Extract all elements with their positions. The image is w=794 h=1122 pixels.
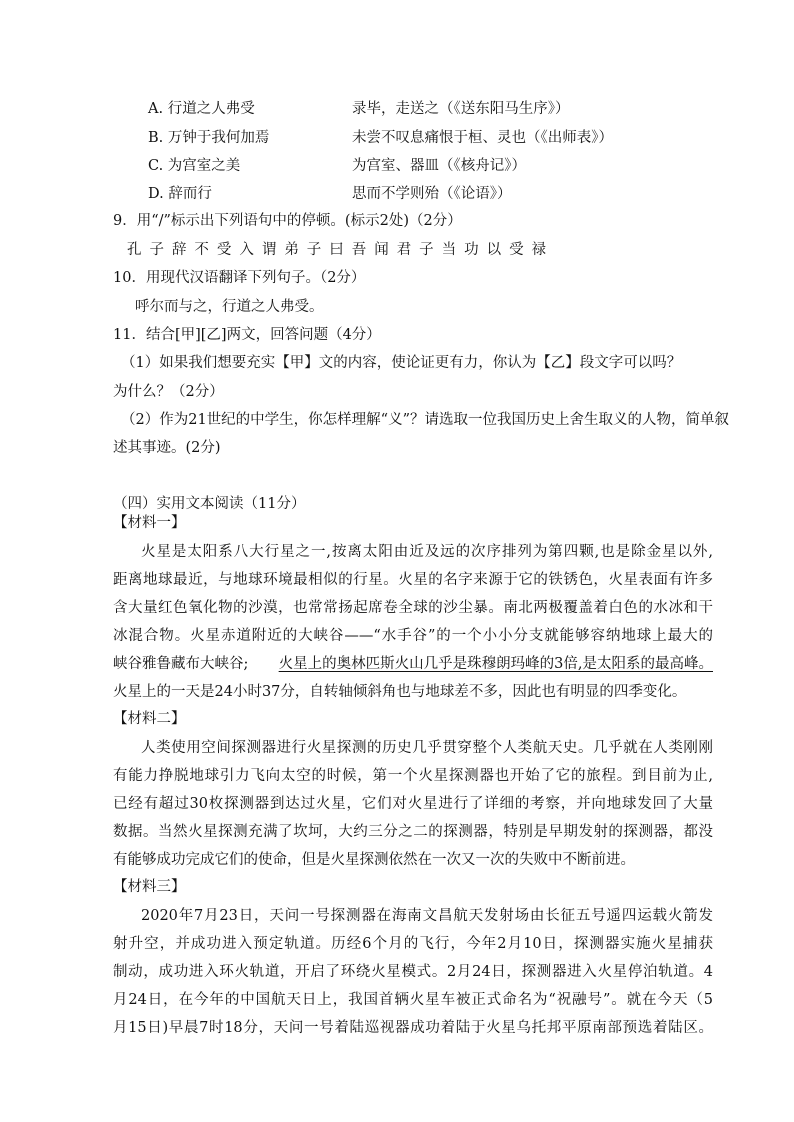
option-text: 万钟于我何加焉	[167, 130, 270, 146]
material-3-line: 2020年7月23日，天问一号探测器在海南文昌航天发射场由长征五号遥四运载火箭发	[141, 908, 713, 924]
question-10-sentence: 呼尔而与之，行道之人弗受。	[135, 299, 324, 315]
option-a-right: 录毕，走送之（《送东阳马生序》）	[352, 101, 570, 117]
option-text: 辞而行	[168, 186, 212, 202]
material-2-line: 有能够成功完成它们的使命，但是火星探测依然在一次又一次的失败中不断前进。	[113, 852, 635, 868]
material-2-line: 人类使用空间探测器进行火星探测的历史几乎贯穿整个人类航天史。几乎就在人类刚刚	[141, 740, 713, 756]
material-2-line: 已经有超过30枚探测器到达过火星，它们对火星进行了详细的考察，并向地球发回了大量	[113, 796, 713, 812]
option-text: 为宫室之美	[167, 158, 241, 174]
question-11-sub2-cont: 述其事迹。(2分)	[113, 440, 221, 456]
material-2-line: 数据。当然火星探测充满了坎坷，大约三分之二的探测器，特别是早期发射的探测器，都没	[113, 824, 713, 840]
question-11-sub1-cont: 为什么？（2分）	[113, 384, 224, 400]
material-1-title: 【材料一】	[113, 515, 186, 531]
option-c-left	[148, 156, 240, 176]
underlined-sentence: 火星上的奥林匹斯火山几乎是珠穆朗玛峰的3倍,是太阳系的最高峰。	[278, 656, 713, 672]
material-1-line	[113, 654, 713, 674]
material-3-line: 月15日)早晨7时18分，天问一号着陆巡视器成功着陆于火星乌托邦平原南部预选着陆区。	[113, 1020, 713, 1036]
section-title: （四）实用文本阅读（11分）	[113, 496, 306, 512]
material-2-title: 【材料二】	[113, 711, 186, 727]
option-b-left	[148, 128, 269, 148]
option-b-right: 未尝不叹息痛恨于桓、灵也（《出师表》）	[352, 130, 613, 146]
text-segment: 峡谷雅鲁藏布大峡谷;	[113, 656, 249, 672]
question-10: 10．用现代汉语翻译下列句子。（2分）	[113, 270, 366, 286]
option-letter: D.	[148, 186, 164, 202]
option-text: 行道之人弗受	[167, 101, 255, 117]
option-d-left	[148, 184, 212, 204]
material-1-line: 火星是太阳系八大行星之一,按离太阳由近及远的次序排列为第四颗,也是除金星以外,	[141, 544, 713, 560]
option-c-right: 为宫室、器皿（《核舟记》）	[352, 158, 526, 174]
material-2-line: 有能力挣脱地球引力飞向太空的时候，第一个火星探测器也开始了它的旅程。到目前为止,	[113, 768, 713, 784]
question-11-sub1: （1）如果我们想要充实【甲】文的内容，使论证更有力，你认为【乙】段文字可以吗？	[121, 355, 682, 371]
material-3-title: 【材料三】	[113, 879, 186, 895]
option-letter: C.	[148, 158, 164, 174]
material-3-line: 射升空，并成功进入预定轨道。历经6个月的飞行，今年2月10日，探测器实施火星捕获	[113, 936, 713, 952]
material-1-line: 含大量红色氧化物的沙漠，也常常扬起席卷全球的沙尘暴。南北两极覆盖着白色的水冰和干	[113, 600, 713, 616]
material-3-line: 制动，成功进入环火轨道，开启了环绕火星模式。2月24日，探测器进入火星停泊轨道。4	[113, 964, 713, 980]
question-11: 11．结合[甲][乙]两文，回答问题（4分）	[113, 327, 381, 343]
option-a-left	[148, 99, 255, 119]
material-3-line: 月24日，在今年的中国航天日上，我国首辆火星车被正式命名为“祝融号”。就在今天（5	[113, 992, 713, 1008]
question-9: 9．用“/”标示出下列语句中的停顿。(标示2处)（2分）	[113, 213, 462, 229]
question-11-sub2: （2）作为21世纪的中学生，你怎样理解“义”？请选取一位我国历史上舍生取义的人物，简单叙	[121, 412, 729, 428]
material-1-line: 冰混合物。火星赤道附近的大峡谷——“水手谷”的一个小小分支就能够容纳地球上最大的	[113, 628, 713, 644]
material-1-line: 火星上的一天是24小时37分，自转轴倾斜角也与地球差不多，因此也有明显的四季变化。	[113, 684, 687, 700]
question-9-sentence: 孔子辞不受入谓弟子曰吾闻君子当功以受禄	[127, 242, 555, 258]
option-letter: B.	[148, 130, 164, 146]
option-d-right: 思而不学则殆（《论语》）	[352, 186, 512, 202]
material-1-line: 距离地球最近，与地球环境最相似的行星。火星的名字来源于它的铁锈色，火星表面有许多	[113, 572, 713, 588]
option-letter: A.	[148, 101, 164, 117]
